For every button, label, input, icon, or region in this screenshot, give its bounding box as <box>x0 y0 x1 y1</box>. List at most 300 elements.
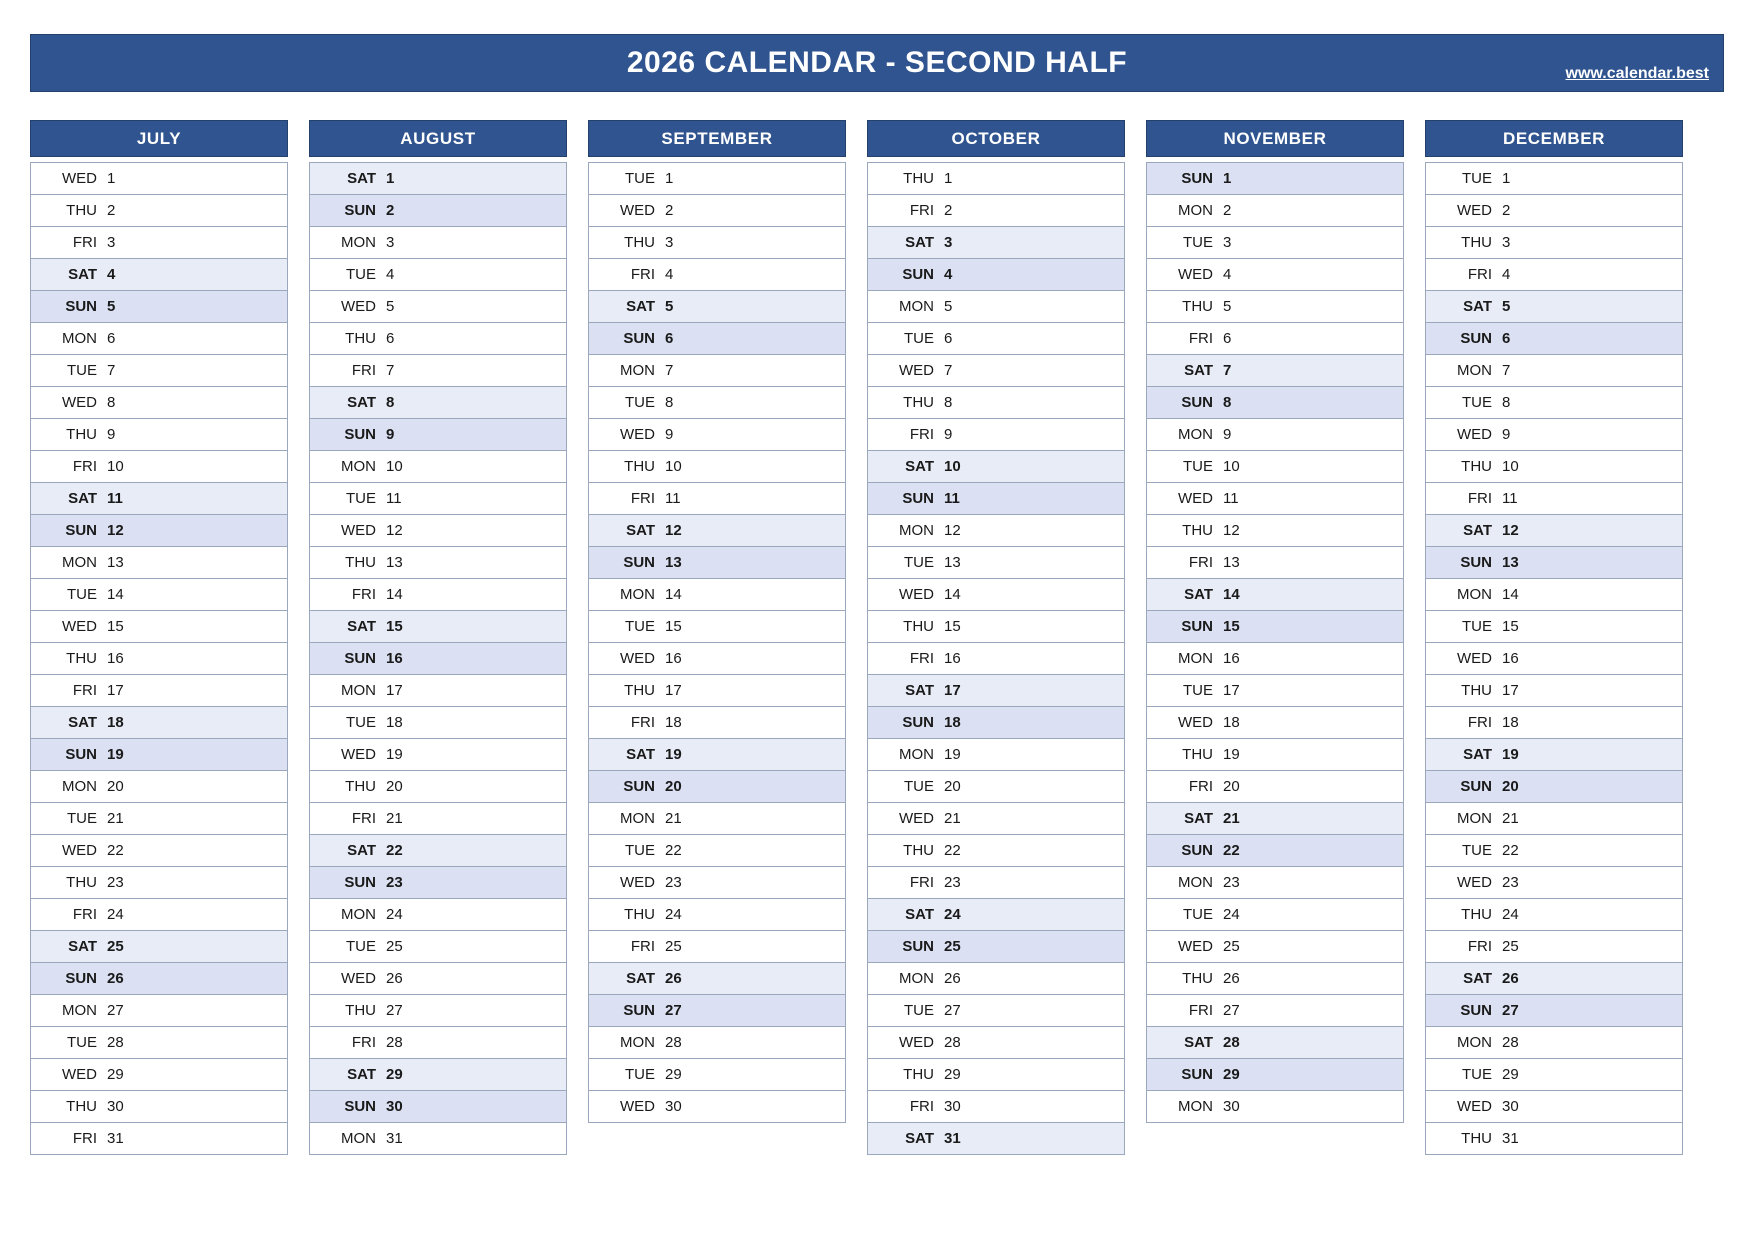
day-of-week: TUE <box>1462 842 1492 859</box>
day-row[interactable] <box>310 1059 566 1091</box>
day-of-week: MON <box>620 362 655 379</box>
day-row[interactable] <box>31 1059 287 1091</box>
day-row[interactable] <box>1147 867 1403 899</box>
day-row[interactable] <box>589 931 845 963</box>
day-row[interactable] <box>868 515 1124 547</box>
day-row[interactable] <box>310 163 566 195</box>
day-row[interactable] <box>1426 547 1682 579</box>
day-row[interactable] <box>589 419 845 451</box>
day-row[interactable] <box>31 707 287 739</box>
day-row[interactable] <box>310 1123 566 1155</box>
day-row[interactable] <box>31 387 287 419</box>
day-row[interactable] <box>1426 355 1682 387</box>
day-row[interactable] <box>310 995 566 1027</box>
day-row[interactable] <box>868 867 1124 899</box>
day-row[interactable] <box>589 387 845 419</box>
day-row[interactable] <box>310 579 566 611</box>
day-row[interactable] <box>31 579 287 611</box>
day-row[interactable] <box>31 835 287 867</box>
day-of-week: FRI <box>909 202 934 219</box>
day-row[interactable] <box>1426 1027 1682 1059</box>
day-number: 5 <box>665 298 674 315</box>
month-column <box>588 120 846 1123</box>
day-number: 28 <box>665 1034 682 1051</box>
day-of-week: TUE <box>346 266 376 283</box>
day-of-week: SUN <box>902 938 934 955</box>
day-row[interactable] <box>1426 419 1682 451</box>
day-row[interactable] <box>1147 515 1403 547</box>
day-row[interactable] <box>310 963 566 995</box>
day-row[interactable] <box>31 1123 287 1155</box>
day-row[interactable] <box>1147 227 1403 259</box>
day-of-week: SUN <box>1460 778 1492 795</box>
day-number: 25 <box>107 938 124 955</box>
day-row[interactable] <box>868 611 1124 643</box>
day-of-week: TUE <box>904 1002 934 1019</box>
day-number: 28 <box>386 1034 403 1051</box>
day-number: 14 <box>107 586 124 603</box>
day-of-week: SUN <box>1181 842 1213 859</box>
day-row[interactable] <box>1426 771 1682 803</box>
day-of-week: SAT <box>905 1130 934 1147</box>
day-number: 30 <box>386 1098 403 1115</box>
day-list <box>30 162 288 1155</box>
day-of-week: THU <box>1182 970 1213 987</box>
day-row[interactable] <box>310 803 566 835</box>
day-number: 27 <box>665 1002 682 1019</box>
day-of-week: SAT <box>626 522 655 539</box>
day-row[interactable] <box>1147 355 1403 387</box>
day-number: 4 <box>944 266 953 283</box>
day-row[interactable] <box>589 739 845 771</box>
day-of-week: TUE <box>625 842 655 859</box>
day-number: 29 <box>944 1066 961 1083</box>
day-of-week: MON <box>1178 1098 1213 1115</box>
day-row[interactable] <box>1147 483 1403 515</box>
day-row[interactable] <box>31 355 287 387</box>
day-row[interactable] <box>310 771 566 803</box>
day-of-week: TUE <box>1183 458 1213 475</box>
day-row[interactable] <box>310 483 566 515</box>
day-row[interactable] <box>310 835 566 867</box>
day-row[interactable] <box>1426 675 1682 707</box>
day-row[interactable] <box>1426 803 1682 835</box>
day-row[interactable] <box>31 451 287 483</box>
day-row[interactable] <box>589 195 845 227</box>
day-of-week: WED <box>1457 650 1492 667</box>
day-row[interactable] <box>310 611 566 643</box>
day-number: 15 <box>1502 618 1519 635</box>
day-of-week: MON <box>620 1034 655 1051</box>
day-row[interactable] <box>868 931 1124 963</box>
day-row[interactable] <box>1147 547 1403 579</box>
day-row[interactable] <box>589 675 845 707</box>
day-row[interactable] <box>1426 963 1682 995</box>
day-row[interactable] <box>1147 931 1403 963</box>
day-row[interactable] <box>868 195 1124 227</box>
website-link[interactable]: www.calendar.best <box>1565 65 1709 82</box>
month-column <box>1425 120 1683 1155</box>
day-row[interactable] <box>31 995 287 1027</box>
day-row[interactable] <box>1426 515 1682 547</box>
day-row[interactable] <box>589 995 845 1027</box>
day-of-week: SAT <box>68 266 97 283</box>
day-row[interactable] <box>31 259 287 291</box>
day-row[interactable] <box>310 291 566 323</box>
day-row[interactable] <box>868 739 1124 771</box>
day-row[interactable] <box>310 195 566 227</box>
day-row[interactable] <box>589 323 845 355</box>
day-of-week: THU <box>66 426 97 443</box>
day-row[interactable] <box>1426 1123 1682 1155</box>
day-row[interactable] <box>868 291 1124 323</box>
day-of-week: MON <box>1457 810 1492 827</box>
day-row[interactable] <box>868 771 1124 803</box>
day-row[interactable] <box>589 259 845 291</box>
day-row[interactable] <box>310 739 566 771</box>
day-row[interactable] <box>310 1027 566 1059</box>
day-of-week: FRI <box>630 266 655 283</box>
day-row[interactable] <box>31 675 287 707</box>
day-of-week: FRI <box>351 1034 376 1051</box>
day-of-week: SAT <box>1184 1034 1213 1051</box>
day-row[interactable] <box>1147 995 1403 1027</box>
day-row[interactable] <box>868 227 1124 259</box>
day-number: 14 <box>665 586 682 603</box>
day-number: 7 <box>944 362 953 379</box>
day-of-week: SAT <box>347 618 376 635</box>
day-row[interactable] <box>868 419 1124 451</box>
day-row[interactable] <box>1147 643 1403 675</box>
day-number: 23 <box>386 874 403 891</box>
day-row[interactable] <box>589 1027 845 1059</box>
day-row[interactable] <box>868 995 1124 1027</box>
day-of-week: THU <box>345 330 376 347</box>
day-number: 13 <box>1223 554 1240 571</box>
day-number: 22 <box>665 842 682 859</box>
day-row[interactable] <box>1147 1027 1403 1059</box>
day-row[interactable] <box>1426 739 1682 771</box>
day-number: 19 <box>1502 746 1519 763</box>
day-number: 24 <box>386 906 403 923</box>
day-row[interactable] <box>589 451 845 483</box>
day-row[interactable] <box>31 899 287 931</box>
day-row[interactable] <box>868 1123 1124 1155</box>
day-row[interactable] <box>1147 163 1403 195</box>
day-row[interactable] <box>589 483 845 515</box>
day-of-week: SAT <box>905 234 934 251</box>
day-number: 2 <box>1502 202 1511 219</box>
day-row[interactable] <box>589 771 845 803</box>
day-row[interactable] <box>868 835 1124 867</box>
day-of-week: SAT <box>68 714 97 731</box>
day-row[interactable] <box>310 227 566 259</box>
day-row[interactable] <box>868 323 1124 355</box>
day-number: 21 <box>1223 810 1240 827</box>
day-row[interactable] <box>1147 451 1403 483</box>
day-of-week: SUN <box>1181 1066 1213 1083</box>
day-row[interactable] <box>1426 451 1682 483</box>
day-number: 21 <box>1502 810 1519 827</box>
day-row[interactable] <box>310 707 566 739</box>
day-row[interactable] <box>868 803 1124 835</box>
day-row[interactable] <box>31 1091 287 1123</box>
day-row[interactable] <box>868 1059 1124 1091</box>
day-row[interactable] <box>589 899 845 931</box>
day-row[interactable] <box>589 547 845 579</box>
day-row[interactable] <box>31 931 287 963</box>
day-of-week: THU <box>903 170 934 187</box>
day-row[interactable] <box>1147 323 1403 355</box>
day-row[interactable] <box>310 515 566 547</box>
day-number: 11 <box>386 490 402 507</box>
day-row[interactable] <box>31 195 287 227</box>
day-row[interactable] <box>310 1091 566 1123</box>
day-row[interactable] <box>868 643 1124 675</box>
day-row[interactable] <box>31 323 287 355</box>
day-row[interactable] <box>1426 931 1682 963</box>
day-row[interactable] <box>31 963 287 995</box>
day-row[interactable] <box>1426 195 1682 227</box>
day-row[interactable] <box>589 835 845 867</box>
day-row[interactable] <box>31 419 287 451</box>
day-row[interactable] <box>868 163 1124 195</box>
day-of-week: SUN <box>623 778 655 795</box>
day-number: 27 <box>1223 1002 1240 1019</box>
day-row[interactable] <box>1426 899 1682 931</box>
day-row[interactable] <box>589 963 845 995</box>
day-of-week: THU <box>1461 458 1492 475</box>
day-row[interactable] <box>868 1091 1124 1123</box>
day-number: 8 <box>386 394 395 411</box>
day-of-week: SUN <box>65 746 97 763</box>
day-row[interactable] <box>1147 291 1403 323</box>
day-row[interactable] <box>589 707 845 739</box>
day-row[interactable] <box>1426 163 1682 195</box>
day-row[interactable] <box>310 323 566 355</box>
day-list <box>867 162 1125 1155</box>
day-of-week: WED <box>62 170 97 187</box>
day-row[interactable] <box>310 547 566 579</box>
day-number: 10 <box>665 458 682 475</box>
day-number: 1 <box>386 170 395 187</box>
day-number: 4 <box>1502 266 1511 283</box>
day-row[interactable] <box>31 739 287 771</box>
day-row[interactable] <box>1426 1091 1682 1123</box>
day-row[interactable] <box>31 867 287 899</box>
day-row[interactable] <box>868 963 1124 995</box>
day-row[interactable] <box>589 867 845 899</box>
day-row[interactable] <box>1426 707 1682 739</box>
day-number: 12 <box>665 522 682 539</box>
day-number: 2 <box>1223 202 1232 219</box>
day-of-week: TUE <box>625 1066 655 1083</box>
day-row[interactable] <box>31 291 287 323</box>
month-title: SEPTEMBER <box>588 120 846 157</box>
day-row[interactable] <box>868 259 1124 291</box>
day-row[interactable] <box>1147 675 1403 707</box>
day-row[interactable] <box>1426 643 1682 675</box>
day-row[interactable] <box>1426 611 1682 643</box>
day-number: 20 <box>1223 778 1240 795</box>
day-row[interactable] <box>1147 803 1403 835</box>
day-row[interactable] <box>1147 195 1403 227</box>
day-of-week: THU <box>903 842 934 859</box>
day-row[interactable] <box>589 1091 845 1123</box>
day-row[interactable] <box>589 579 845 611</box>
day-row[interactable] <box>1147 835 1403 867</box>
day-row[interactable] <box>1147 1059 1403 1091</box>
day-of-week: TUE <box>67 810 97 827</box>
day-of-week: SUN <box>1181 394 1213 411</box>
day-row[interactable] <box>589 355 845 387</box>
day-row[interactable] <box>310 419 566 451</box>
day-row[interactable] <box>31 483 287 515</box>
day-row[interactable] <box>31 227 287 259</box>
day-of-week: FRI <box>1188 554 1213 571</box>
day-number: 30 <box>1223 1098 1240 1115</box>
day-row[interactable] <box>589 291 845 323</box>
day-row[interactable] <box>1147 259 1403 291</box>
day-number: 2 <box>386 202 395 219</box>
day-row[interactable] <box>868 387 1124 419</box>
day-number: 13 <box>107 554 124 571</box>
day-row[interactable] <box>1426 227 1682 259</box>
day-number: 25 <box>944 938 961 955</box>
day-row[interactable] <box>31 547 287 579</box>
day-row[interactable] <box>31 771 287 803</box>
day-number: 15 <box>1223 618 1240 635</box>
day-number: 24 <box>665 906 682 923</box>
day-of-week: WED <box>620 1098 655 1115</box>
day-row[interactable] <box>31 1027 287 1059</box>
day-row[interactable] <box>1426 483 1682 515</box>
day-row[interactable] <box>310 451 566 483</box>
day-number: 1 <box>665 170 674 187</box>
day-row[interactable] <box>868 579 1124 611</box>
day-row[interactable] <box>868 547 1124 579</box>
day-number: 9 <box>665 426 674 443</box>
day-number: 11 <box>665 490 681 507</box>
day-row[interactable] <box>310 931 566 963</box>
day-row[interactable] <box>589 515 845 547</box>
day-row[interactable] <box>1426 867 1682 899</box>
page-header <box>30 34 1724 92</box>
day-row[interactable] <box>1147 963 1403 995</box>
day-row[interactable] <box>1147 387 1403 419</box>
day-row[interactable] <box>310 643 566 675</box>
day-number: 9 <box>1223 426 1232 443</box>
day-row[interactable] <box>589 803 845 835</box>
day-of-week: THU <box>624 682 655 699</box>
day-row[interactable] <box>1147 579 1403 611</box>
day-of-week: SAT <box>347 842 376 859</box>
day-row[interactable] <box>589 227 845 259</box>
day-of-week: THU <box>1182 522 1213 539</box>
day-row[interactable] <box>1147 419 1403 451</box>
day-row[interactable] <box>310 675 566 707</box>
day-row[interactable] <box>868 483 1124 515</box>
day-number: 10 <box>107 458 124 475</box>
day-number: 25 <box>1502 938 1519 955</box>
day-of-week: SAT <box>1184 810 1213 827</box>
day-row[interactable] <box>868 355 1124 387</box>
day-row[interactable] <box>310 899 566 931</box>
day-number: 12 <box>107 522 124 539</box>
day-row[interactable] <box>868 1027 1124 1059</box>
day-row[interactable] <box>310 355 566 387</box>
day-row[interactable] <box>1147 707 1403 739</box>
day-number: 25 <box>665 938 682 955</box>
day-of-week: WED <box>620 650 655 667</box>
day-row[interactable] <box>31 643 287 675</box>
day-number: 8 <box>107 394 116 411</box>
day-row[interactable] <box>1426 291 1682 323</box>
day-number: 21 <box>107 810 124 827</box>
day-row[interactable] <box>1426 995 1682 1027</box>
day-row[interactable] <box>31 515 287 547</box>
day-row[interactable] <box>310 259 566 291</box>
day-row[interactable] <box>868 451 1124 483</box>
day-number: 7 <box>107 362 116 379</box>
day-row[interactable] <box>310 387 566 419</box>
day-row[interactable] <box>1147 771 1403 803</box>
day-number: 13 <box>1502 554 1519 571</box>
day-row[interactable] <box>589 611 845 643</box>
day-of-week: FRI <box>630 938 655 955</box>
day-number: 20 <box>944 778 961 795</box>
day-of-week: MON <box>899 970 934 987</box>
day-row[interactable] <box>1147 739 1403 771</box>
day-of-week: SUN <box>344 874 376 891</box>
day-number: 16 <box>386 650 403 667</box>
day-row[interactable] <box>1426 835 1682 867</box>
day-number: 1 <box>944 170 953 187</box>
day-row[interactable] <box>310 867 566 899</box>
day-row[interactable] <box>589 643 845 675</box>
day-number: 30 <box>665 1098 682 1115</box>
day-of-week: WED <box>1178 266 1213 283</box>
day-of-week: SAT <box>68 938 97 955</box>
day-row[interactable] <box>1426 579 1682 611</box>
day-row[interactable] <box>1426 1059 1682 1091</box>
day-row[interactable] <box>1426 387 1682 419</box>
day-row[interactable] <box>1426 323 1682 355</box>
day-row[interactable] <box>31 611 287 643</box>
day-row[interactable] <box>1147 1091 1403 1123</box>
day-row[interactable] <box>31 163 287 195</box>
day-number: 16 <box>1223 650 1240 667</box>
day-number: 10 <box>386 458 403 475</box>
day-number: 26 <box>386 970 403 987</box>
day-of-week: MON <box>62 330 97 347</box>
day-number: 23 <box>107 874 124 891</box>
day-row[interactable] <box>868 707 1124 739</box>
day-row[interactable] <box>1147 611 1403 643</box>
day-row[interactable] <box>868 899 1124 931</box>
day-of-week: SUN <box>623 330 655 347</box>
day-row[interactable] <box>589 1059 845 1091</box>
day-row[interactable] <box>1426 259 1682 291</box>
day-of-week: WED <box>341 970 376 987</box>
month-title: AUGUST <box>309 120 567 157</box>
day-of-week: SAT <box>1463 298 1492 315</box>
day-row[interactable] <box>1147 899 1403 931</box>
day-row[interactable] <box>868 675 1124 707</box>
day-row[interactable] <box>589 163 845 195</box>
day-number: 23 <box>1502 874 1519 891</box>
day-row[interactable] <box>31 803 287 835</box>
